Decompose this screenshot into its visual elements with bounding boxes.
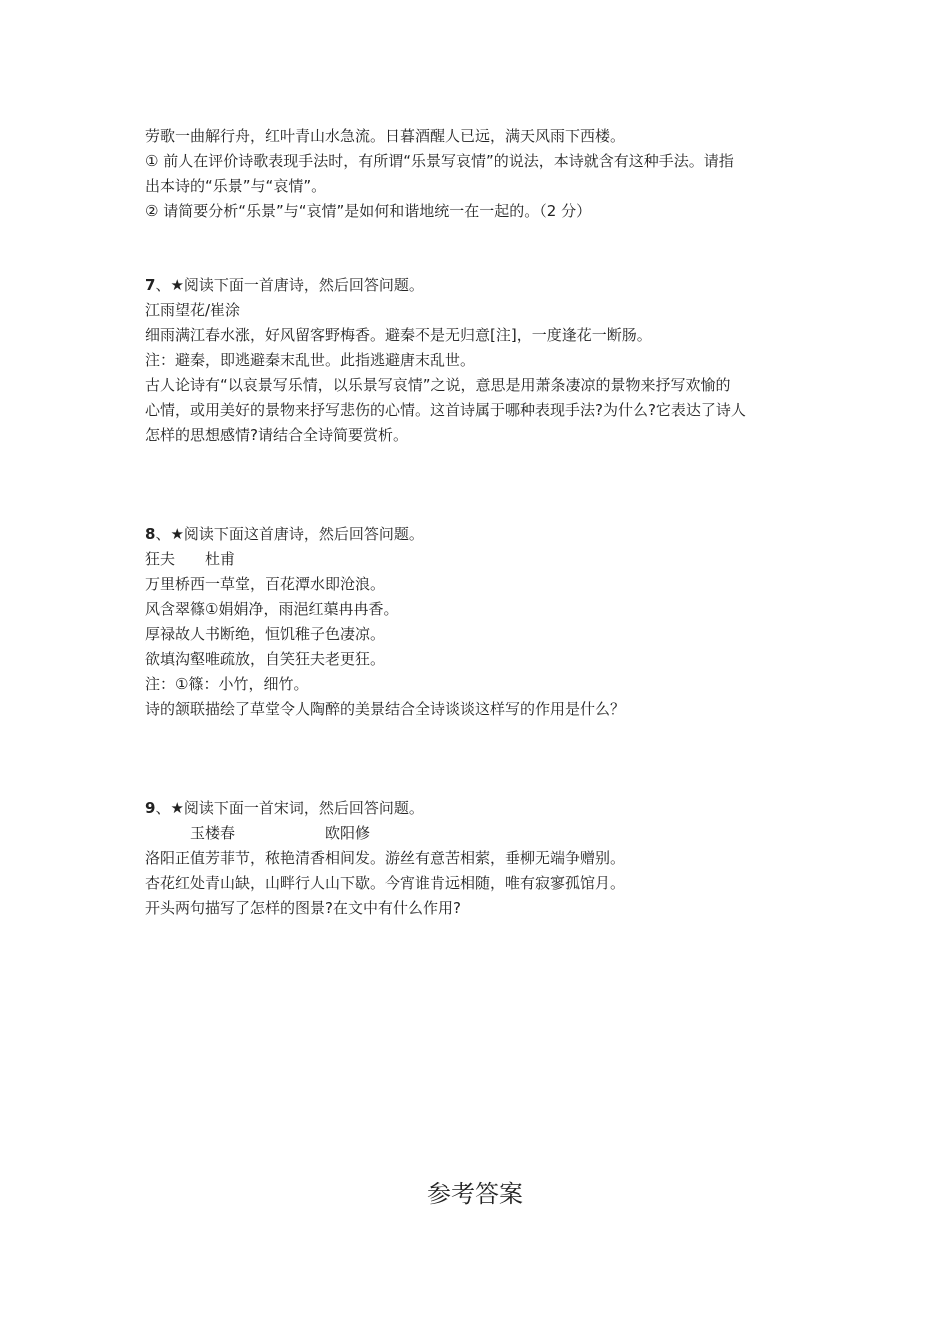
question-8-note: 注：①篠：小竹，细竹。 — [145, 675, 309, 693]
question-7-title: 、★阅读下面一首唐诗，然后回答问题。 — [155, 276, 424, 294]
question-7-text-line-3: 怎样的思想感情?请结合全诗简要赏析。 — [145, 426, 408, 444]
question-1-line-2: 出本诗的“乐景”与“哀情”。 — [145, 177, 327, 195]
question-8-title: 、★阅读下面这首唐诗，然后回答问题。 — [155, 525, 424, 543]
question-9-number: 9 — [145, 799, 156, 817]
question-8-poem-title: 狂夫 杜甫 — [145, 550, 236, 568]
question-9-poem-line: 杏花红处青山缺，山畔行人山下歇。今宵谁肯远相随，唯有寂寥孤馆月。 — [145, 874, 626, 892]
question-8-text: 诗的颔联描绘了草堂令人陶醉的美景结合全诗谈谈这样写的作用是什么？ — [145, 700, 626, 718]
question-8-poem-line: 万里桥西一草堂，百花潭水即沧浪。 — [145, 575, 386, 593]
question-7-poem-title: 江雨望花/崔涂 — [145, 301, 241, 319]
question-9-title: 、★阅读下面一首宋词，然后回答问题。 — [155, 799, 424, 817]
question-8-heading — [145, 522, 825, 547]
question-7-number: 7 — [145, 276, 156, 294]
question-7-text-line-1: 古人论诗有“以哀景写乐情，以乐景写哀情”之说，意思是用萧条凄凉的景物来抒写欢愉的 — [145, 376, 731, 394]
question-8-number: 8 — [145, 525, 156, 543]
question-9-poem-line: 洛阳正值芳菲节，秾艳清香相间发。游丝有意苦相萦，垂柳无端争赠别。 — [145, 849, 626, 867]
question-7-poem: 细雨满江春水涨，好风留客野梅香。避秦不是无归意[注]，一度逢花一断肠。 — [145, 326, 652, 344]
question-8-poem-line: 厚禄故人书断绝，恒饥稚子色凄凉。 — [145, 625, 386, 643]
question-9-text: 开头两句描写了怎样的图景?在文中有什么作用? — [145, 899, 461, 917]
question-7-text-line-2: 心情，或用美好的景物来抒写悲伤的心情。这首诗属于哪种表现手法?为什么?它表达了诗人 — [145, 401, 746, 419]
question-8-poem-line: 风含翠篠①娟娟净，雨浥红蕖冉冉香。 — [145, 600, 399, 618]
question-7-heading — [145, 273, 825, 298]
question-7-note: 注：避秦，即逃避秦末乱世。此指逃避唐末乱世。 — [145, 351, 476, 369]
question-9-poem-title: 玉楼春 欧阳修 — [145, 824, 371, 842]
answer-heading: 参考答案 — [427, 1180, 523, 1208]
question-8-poem-line: 欲填沟壑唯疏放，自笑狂夫老更狂。 — [145, 650, 386, 668]
question-1-line-1: ① 前人在评价诗歌表现手法时，有所谓“乐景写哀情”的说法，本诗就含有这种手法。请指 — [145, 152, 734, 170]
poem-line: 劳歌一曲解行舟，红叶青山水急流。日暮酒醒人已远，满天风雨下西楼。 — [145, 127, 626, 145]
question-2-line: ② 请简要分析“乐景”与“哀情”是如何和谐地统一在一起的。（2 分） — [145, 202, 592, 220]
question-9-heading — [145, 796, 825, 821]
